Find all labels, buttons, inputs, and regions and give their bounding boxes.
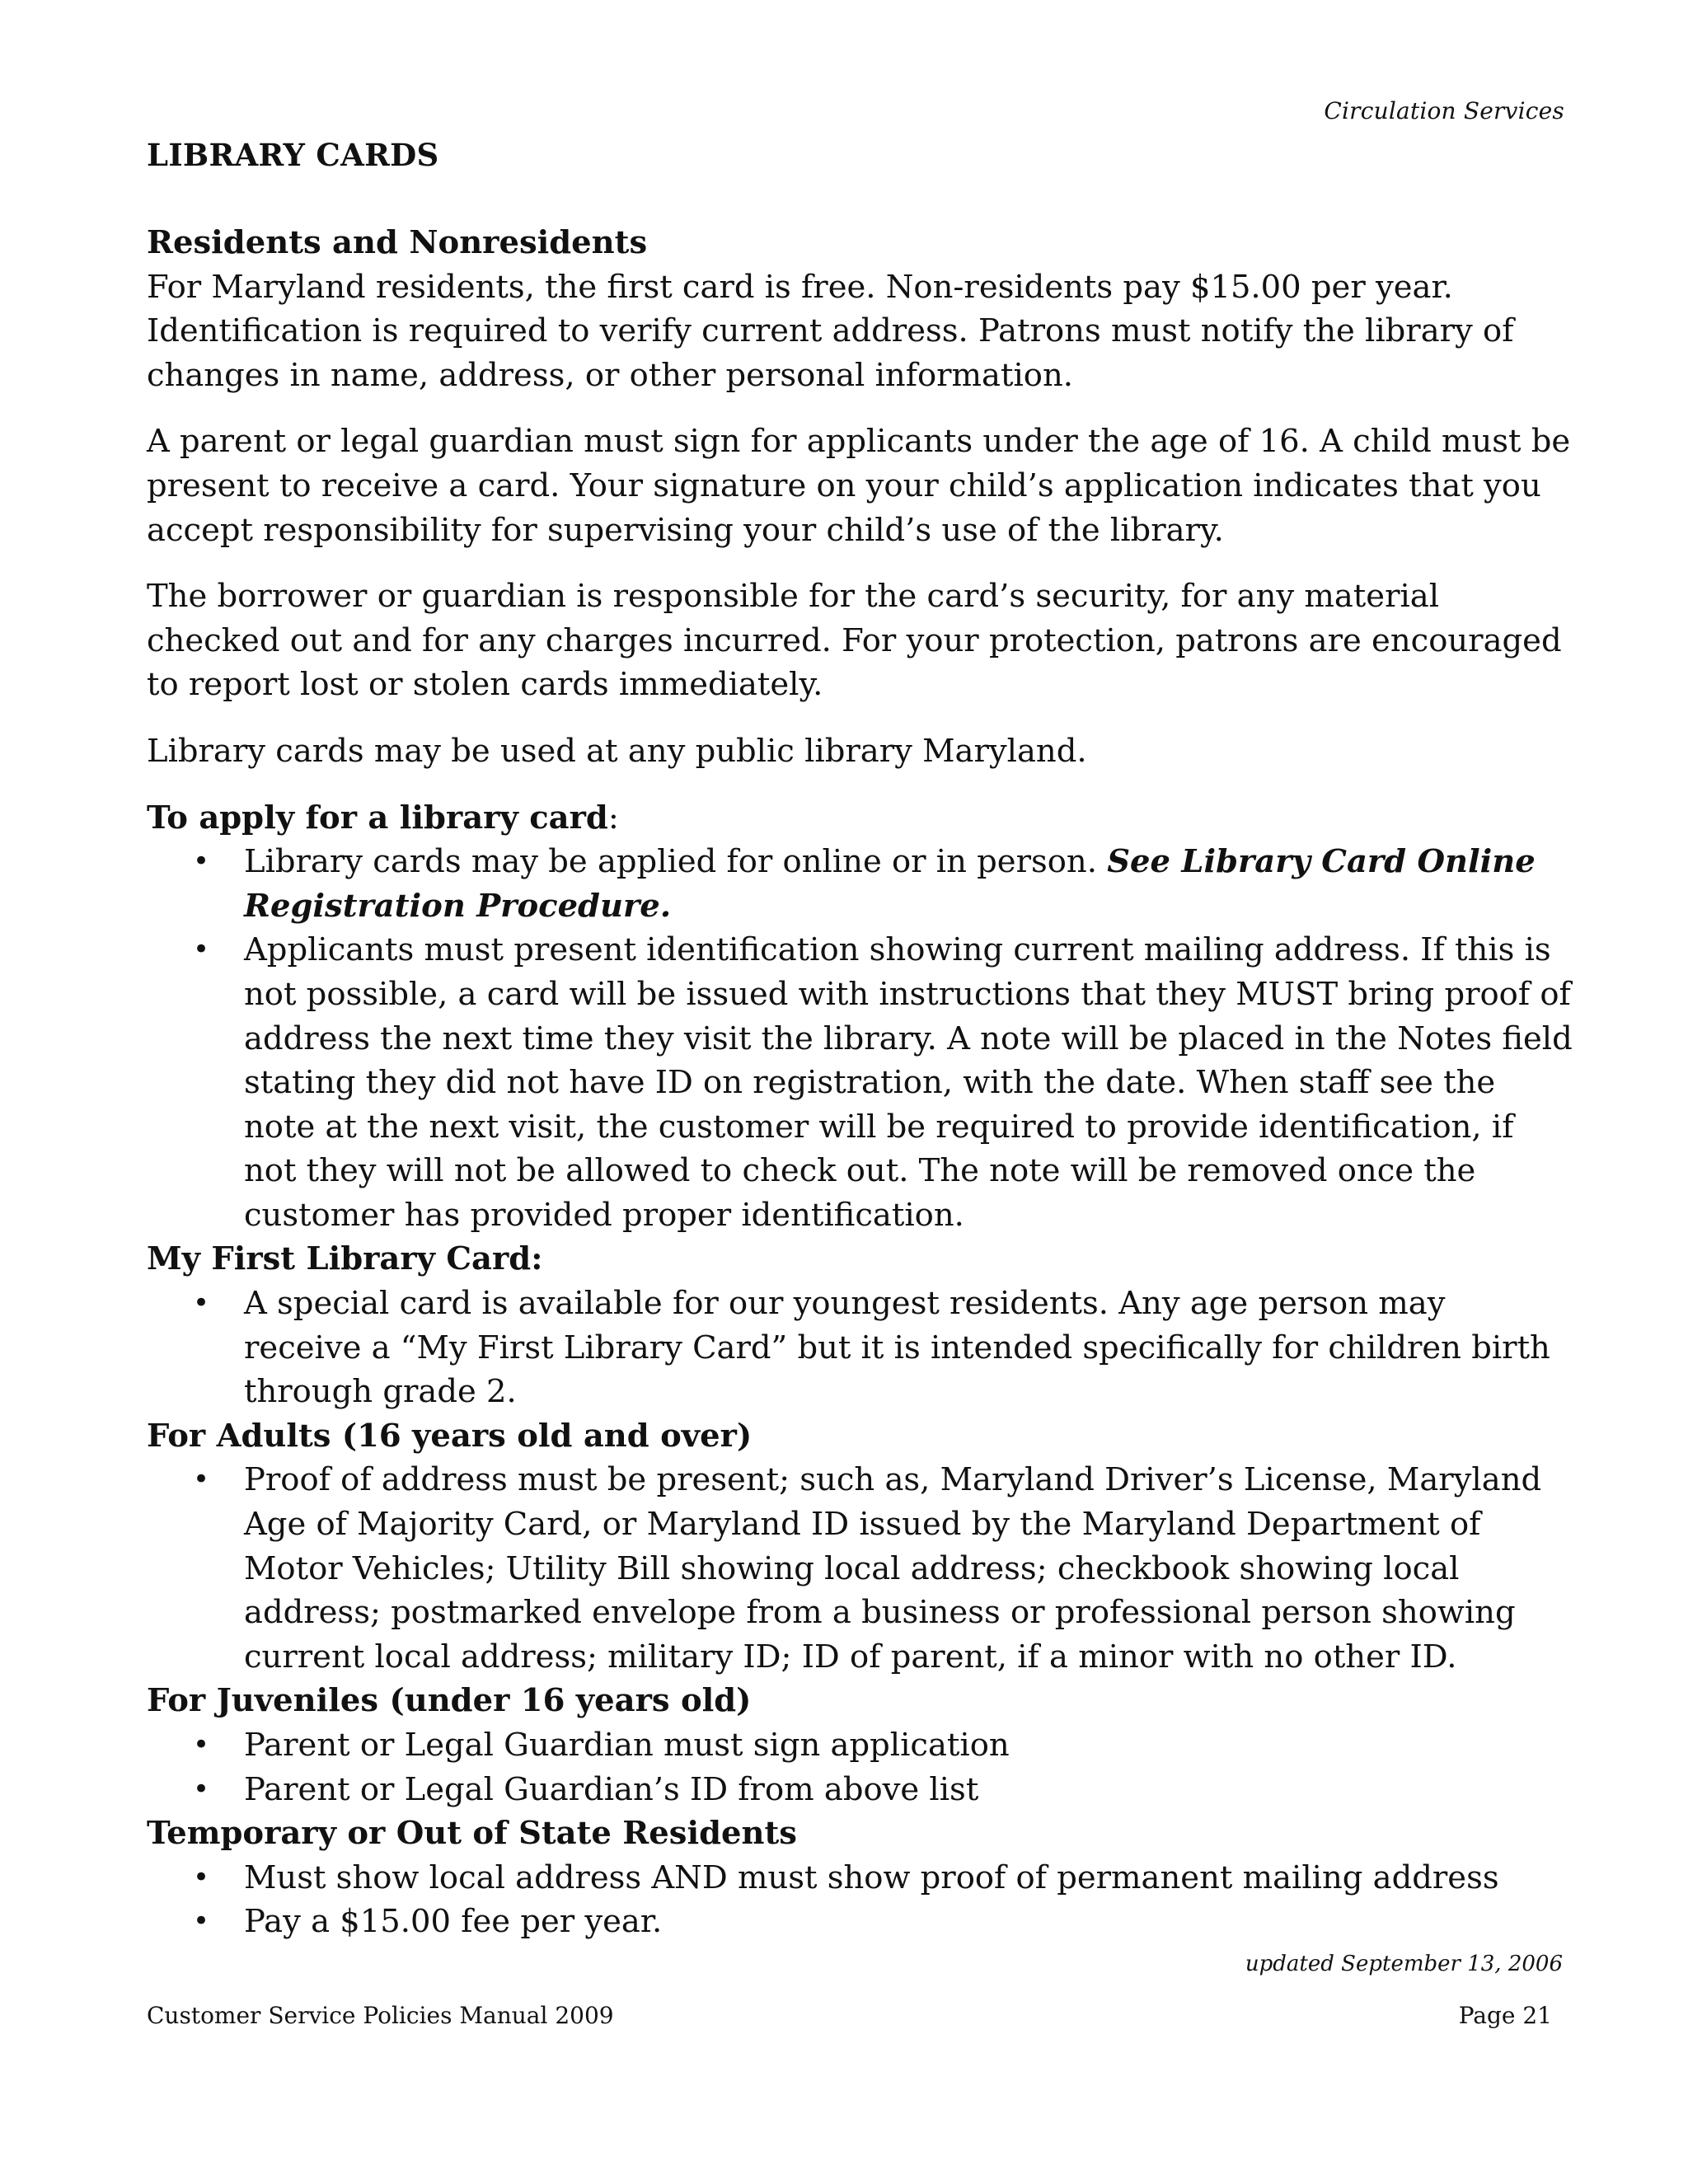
heading-adults: For Adults (16 years old and over) <box>147 1417 753 1455</box>
list-item <box>147 1723 1573 1768</box>
heading-apply-colon: : <box>607 799 619 837</box>
adults-list <box>147 1458 1573 1679</box>
running-head: Circulation Services <box>1324 97 1564 124</box>
juveniles-list <box>147 1723 1573 1811</box>
updated-date: updated September 13, 2006 <box>1245 1952 1563 1976</box>
bullet-icon: • <box>193 933 210 967</box>
bullet-icon: • <box>193 1905 210 1938</box>
temporary-bullet-2-text: Pay a $15.00 fee per year. <box>244 1903 663 1941</box>
bullet-icon: • <box>193 1286 210 1320</box>
heading-first-card: My First Library Card: <box>147 1240 543 1278</box>
bullet-icon: • <box>193 1463 210 1497</box>
heading-apply-text: To apply for a library card <box>147 799 608 837</box>
paragraph-guardian: A parent or legal guardian must sign for applicants under the age of 16. A child must be present to receive a card. Your signature on your child’s application indicates that you accept responsibility for supervising your child’s use of the library. <box>147 423 1571 549</box>
page-title: LIBRARY CARDS <box>147 137 439 173</box>
heading-apply <box>147 796 1573 841</box>
heading-juveniles: For Juveniles (under 16 years old) <box>147 1682 752 1720</box>
first-card-bullet-text: A special card is available for our youngest residents. Any age person may receive a “My First Library Card” but it is intended specifically for children birth through grade 2. <box>244 1285 1550 1411</box>
document-body <box>147 221 1573 1944</box>
list-item <box>147 840 1573 928</box>
paragraph-residents-fees: For Maryland residents, the first card is free. Non-residents pay $15.00 per year. Identification is required to verify current address. Patrons must notify the library of changes in name, address, or other personal information. <box>147 268 1514 394</box>
temporary-list <box>147 1856 1573 1944</box>
list-item <box>147 1768 1573 1812</box>
footer-manual-title: Customer Service Policies Manual 2009 <box>147 2002 614 2029</box>
list-item <box>147 1458 1573 1679</box>
list-item <box>147 928 1573 1237</box>
apply-list <box>147 840 1573 1237</box>
temporary-bullet-1-text: Must show local address AND must show proof of permanent mailing address <box>244 1858 1499 1896</box>
heading-temporary: Temporary or Out of State Residents <box>147 1815 797 1853</box>
apply-bullet-1-text: Library cards may be applied for online or in person. <box>244 843 1108 881</box>
heading-residents: Residents and Nonresidents <box>147 224 648 261</box>
bullet-icon: • <box>193 1772 210 1806</box>
list-item <box>147 1282 1573 1414</box>
bullet-icon: • <box>193 1728 210 1761</box>
bullet-icon: • <box>193 845 210 879</box>
paragraph-security: The borrower or guardian is responsible for the card’s security, for any material checked out and for any charges incurred. For your protection, patrons are encouraged to report lost or stolen cards immediately. <box>147 578 1562 704</box>
juveniles-bullet-1-text: Parent or Legal Guardian must sign application <box>244 1727 1010 1764</box>
apply-bullet-2-text: Applicants must present identification showing current mailing address. If this is not possible, a card will be issued with instructions that they MUST bring proof of address the next time they visit the library. A note will be placed in the Notes field stating they did not have ID on registration, with the date. When staff see the note at the next visit, the customer will be required to provide identification, if not they will not be allowed to check out. The note will be removed once the customer has provided proper identification. <box>244 931 1573 1234</box>
paragraph-usage: Library cards may be used at any public library Maryland. <box>147 732 1087 770</box>
procedure-reference: See Library Card Online Registration Procedure. <box>244 843 1536 925</box>
bullet-icon: • <box>193 1860 210 1894</box>
adults-bullet-text: Proof of address must be present; such as, Maryland Driver’s License, Maryland Age of Majority Card, or Maryland ID issued by the Maryland Department of Motor Vehicles; Utility Bill showing local address; checkbook showing local address; postmarked envelope from a business or professional person showing current local address; military ID; ID of parent, if a minor with no other ID. <box>244 1461 1542 1675</box>
list-item <box>147 1900 1573 1944</box>
footer-page-number: Page 21 <box>1458 2002 1552 2029</box>
first-card-list <box>147 1282 1573 1414</box>
list-item <box>147 1856 1573 1900</box>
juveniles-bullet-2-text: Parent or Legal Guardian’s ID from above list <box>244 1770 979 1808</box>
